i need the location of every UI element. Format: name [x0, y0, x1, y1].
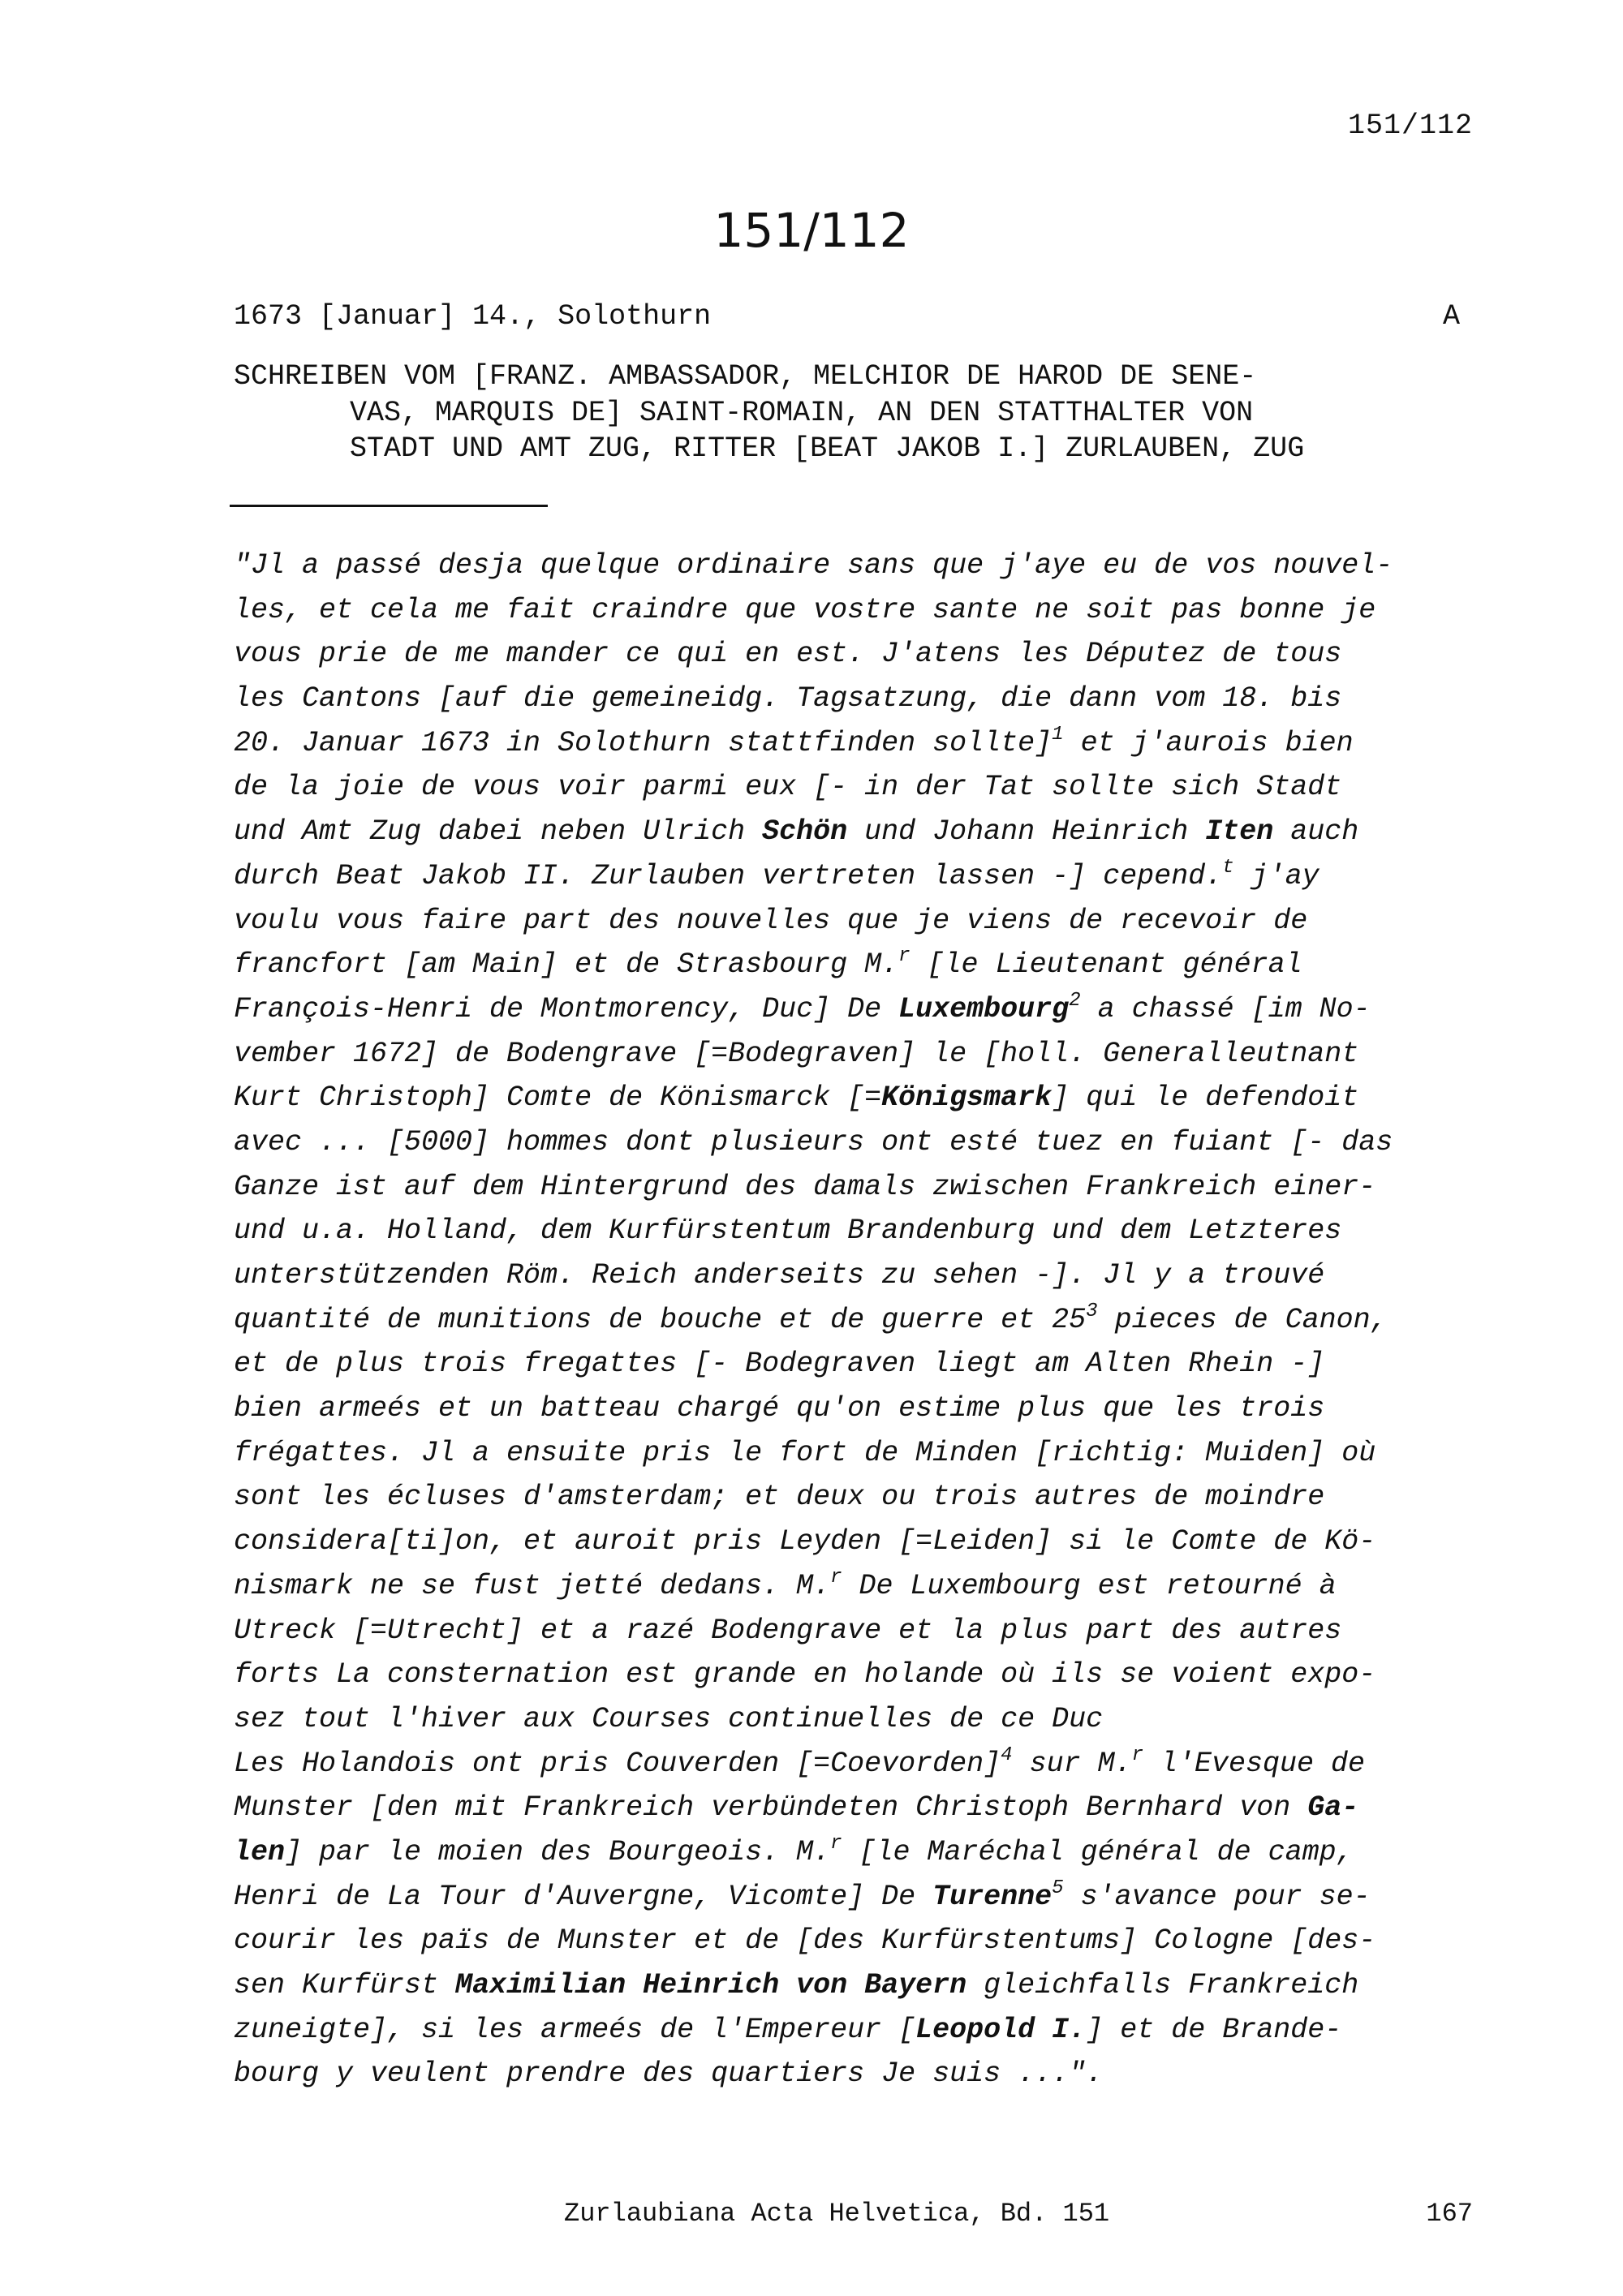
- footnote-marker: 5: [1052, 1877, 1064, 1899]
- text-segment: de la joie de vous voir parmi eux [- in der Tat sollte sich Stadt: [234, 771, 1342, 804]
- text-segment: bourg y veulent prendre des quartiers Je suis ...".: [234, 2057, 1104, 2091]
- body-line: [234, 810, 1483, 854]
- body-line: [234, 1653, 1483, 1697]
- footer-source: Zurlaubiana Acta Helvetica, Bd. 151: [564, 2199, 1110, 2229]
- emphasized-name: Königsmark: [881, 1081, 1053, 1115]
- body-line: [234, 1697, 1483, 1742]
- emphasized-name: Schön: [762, 815, 848, 849]
- emphasized-name: Iten: [1205, 815, 1274, 849]
- body-line: [234, 1919, 1483, 1963]
- body-line: [234, 1076, 1483, 1120]
- body-line: [234, 943, 1483, 987]
- body-line: [234, 1253, 1483, 1298]
- body-line: [234, 588, 1483, 633]
- text-segment: Munster [den mit Frankreich verbündeten Christoph Bernhard von: [234, 1791, 1308, 1825]
- emphasized-name: Luxembourg: [898, 992, 1070, 1025]
- text-segment: vember 1672] de Bodengrave [=Bodegraven] le [holl. Generalleutnant: [234, 1037, 1359, 1070]
- document-title: 151/112: [713, 203, 910, 258]
- body-line: [234, 1387, 1483, 1431]
- emphasized-name: Turenne: [932, 1880, 1053, 1913]
- footnote-marker: r: [830, 1566, 842, 1589]
- body-line: [234, 632, 1483, 677]
- text-segment: considera[ti]on, et auroit pris Leyden [=Leiden] si le Comte de Kö-: [234, 1525, 1376, 1559]
- text-segment: [le Lieutenant général: [910, 948, 1302, 982]
- text-segment: frégattes. Jl a ensuite pris le fort de Minden [richtig: Muiden] où: [234, 1436, 1376, 1469]
- text-segment: De Luxembourg est retourné à: [842, 1569, 1337, 1602]
- text-segment: avec ... [5000] hommes dont plusieurs ont esté tuez en fuiant [- das: [234, 1125, 1393, 1159]
- text-segment: a chassé [im No-: [1080, 992, 1371, 1025]
- document-heading: [234, 359, 1475, 467]
- body-line: [234, 1830, 1483, 1875]
- text-segment: sen Kurfürst: [234, 1969, 456, 2001]
- version-mark: A: [1443, 300, 1461, 333]
- body-line: [234, 2008, 1483, 2053]
- text-segment: les, et cela me fait craindre que vostre sante ne soit pas bonne je: [234, 593, 1376, 626]
- body-line: [234, 1963, 1483, 2008]
- body-line: [234, 1742, 1483, 1786]
- body-line: [234, 1120, 1483, 1165]
- footnote-marker: t: [1222, 856, 1234, 879]
- text-segment: francfort [am Main] et de Strasbourg M.: [234, 948, 899, 982]
- body-line: [234, 1032, 1483, 1077]
- text-segment: et j'aurois bien: [1063, 726, 1354, 759]
- text-segment: sont les écluses d'amsterdam; et deux ou trois autres de moindre: [234, 1481, 1325, 1514]
- body-line: [234, 987, 1483, 1032]
- text-segment: j'ay: [1233, 859, 1319, 892]
- text-segment: nismark ne se fust jetté dedans. M.: [234, 1569, 831, 1602]
- text-segment: ] et de Brande-: [1086, 2013, 1342, 2046]
- body-line: [234, 677, 1483, 721]
- body-line: [234, 721, 1483, 766]
- text-segment: pieces de Canon,: [1097, 1303, 1388, 1336]
- body-line: [234, 899, 1483, 944]
- text-segment: l'Evesque de: [1143, 1747, 1366, 1780]
- body-line: [234, 1875, 1483, 1920]
- text-segment: zuneigte], si les armeés de l'Empereur [: [234, 2013, 916, 2046]
- footnote-marker: 3: [1086, 1300, 1098, 1322]
- text-segment: und u.a. Holland, dem Kurfürstentum Brandenburg und dem Letzteres: [234, 1215, 1342, 1248]
- separator-rule: [230, 505, 548, 507]
- body-line: [234, 1298, 1483, 1343]
- text-segment: forts La consternation est grande en holande où ils se voient expo-: [234, 1658, 1376, 1692]
- text-segment: und Amt Zug dabei neben Ulrich: [234, 815, 763, 849]
- footnote-marker: r: [830, 1832, 842, 1855]
- body-line: [234, 1609, 1483, 1653]
- text-segment: ] par le moien des Bourgeois. M.: [285, 1835, 831, 1868]
- text-segment: voulu vous faire part des nouvelles que je viens de recevoir de: [234, 904, 1308, 937]
- text-segment: vous prie de me mander ce qui en est. J'atens les Députez de tous: [234, 638, 1342, 671]
- text-segment: Henri de La Tour d'Auvergne, Vicomte] De: [234, 1880, 933, 1913]
- body-line: [234, 2052, 1483, 2096]
- footnote-marker: 1: [1052, 723, 1064, 746]
- heading-line: STADT UND AMT ZUG, RITTER [BEAT JAKOB I.] ZURLAUBEN, ZUG: [350, 432, 1305, 465]
- heading-line: SCHREIBEN VOM [FRANZ. AMBASSADOR, MELCHIOR DE HAROD DE SENE-: [234, 360, 1257, 393]
- body-line: [234, 1165, 1483, 1210]
- text-segment: bien armeés et un batteau chargé qu'on estime plus que les trois: [234, 1392, 1325, 1425]
- text-segment: [le Maréchal général de camp,: [842, 1835, 1354, 1868]
- body-line: [234, 1520, 1483, 1564]
- text-segment: und Johann Heinrich: [847, 815, 1206, 849]
- page-number: 167: [1426, 2199, 1473, 2229]
- emphasized-name: Leopold I.: [915, 2013, 1087, 2046]
- body-line: [234, 765, 1483, 810]
- emphasized-name: Maximilian Heinrich von Bayern: [455, 1969, 967, 2001]
- footnote-marker: r: [898, 945, 911, 968]
- running-head: 151/112: [1347, 110, 1473, 142]
- body-line: [234, 1431, 1483, 1476]
- body-line: [234, 1786, 1483, 1830]
- footnote-marker: 4: [1001, 1743, 1013, 1766]
- text-segment: courir les païs de Munster et de [des Kurfürstentums] Cologne [des-: [234, 1924, 1376, 1958]
- text-segment: ] qui le defendoit: [1052, 1081, 1359, 1115]
- text-segment: gleichfalls Frankreich: [966, 1969, 1359, 2001]
- text-segment: unterstützenden Röm. Reich anderseits zu sehen -]. Jl y a trouvé: [234, 1259, 1325, 1292]
- footnote-marker: 2: [1069, 989, 1081, 1012]
- date-place: 1673 [Januar] 14., Solothurn: [234, 300, 712, 333]
- text-segment: les Cantons [auf die gemeineidg. Tagsatzung, die dann vom 18. bis: [234, 682, 1342, 716]
- body-line: [234, 1342, 1483, 1387]
- body-line: [234, 1209, 1483, 1253]
- text-segment: sur M.: [1012, 1747, 1132, 1780]
- letter-body: [234, 544, 1483, 2096]
- text-segment: Les Holandois ont pris Couverden [=Coevorden]: [234, 1747, 1001, 1780]
- body-line: [234, 544, 1483, 588]
- text-segment: s'avance pour se-: [1063, 1880, 1371, 1913]
- emphasized-name: Ga-: [1307, 1791, 1359, 1825]
- text-segment: sez tout l'hiver aux Courses continuelles de ce Duc: [234, 1702, 1104, 1735]
- text-segment: "Jl a passé desja quelque ordinaire sans que j'aye eu de vos nouvel-: [234, 549, 1393, 582]
- text-segment: Ganze ist auf dem Hintergrund des damals zwischen Frankreich einer-: [234, 1170, 1376, 1203]
- footnote-marker: r: [1131, 1743, 1143, 1766]
- text-segment: quantité de munitions de bouche et de guerre et 25: [234, 1303, 1087, 1336]
- text-segment: Utreck [=Utrecht] et a razé Bodengrave et la plus part des autres: [234, 1614, 1342, 1647]
- body-line: [234, 854, 1483, 899]
- text-segment: François-Henri de Montmorency, Duc] De: [234, 992, 899, 1025]
- text-segment: Kurt Christoph] Comte de Könismarck [=: [234, 1081, 882, 1115]
- text-segment: 20. Januar 1673 in Solothurn stattfinden sollte]: [234, 726, 1053, 759]
- body-line: [234, 1564, 1483, 1609]
- heading-line: VAS, MARQUIS DE] SAINT-ROMAIN, AN DEN STATTHALTER VON: [350, 396, 1254, 429]
- emphasized-name: len: [234, 1835, 286, 1868]
- text-segment: durch Beat Jakob II. Zurlauben vertreten lassen -] cepend.: [234, 859, 1223, 892]
- text-segment: auch: [1273, 815, 1359, 849]
- text-segment: et de plus trois fregattes [- Bodegraven liegt am Alten Rhein -]: [234, 1348, 1325, 1381]
- body-line: [234, 1475, 1483, 1520]
